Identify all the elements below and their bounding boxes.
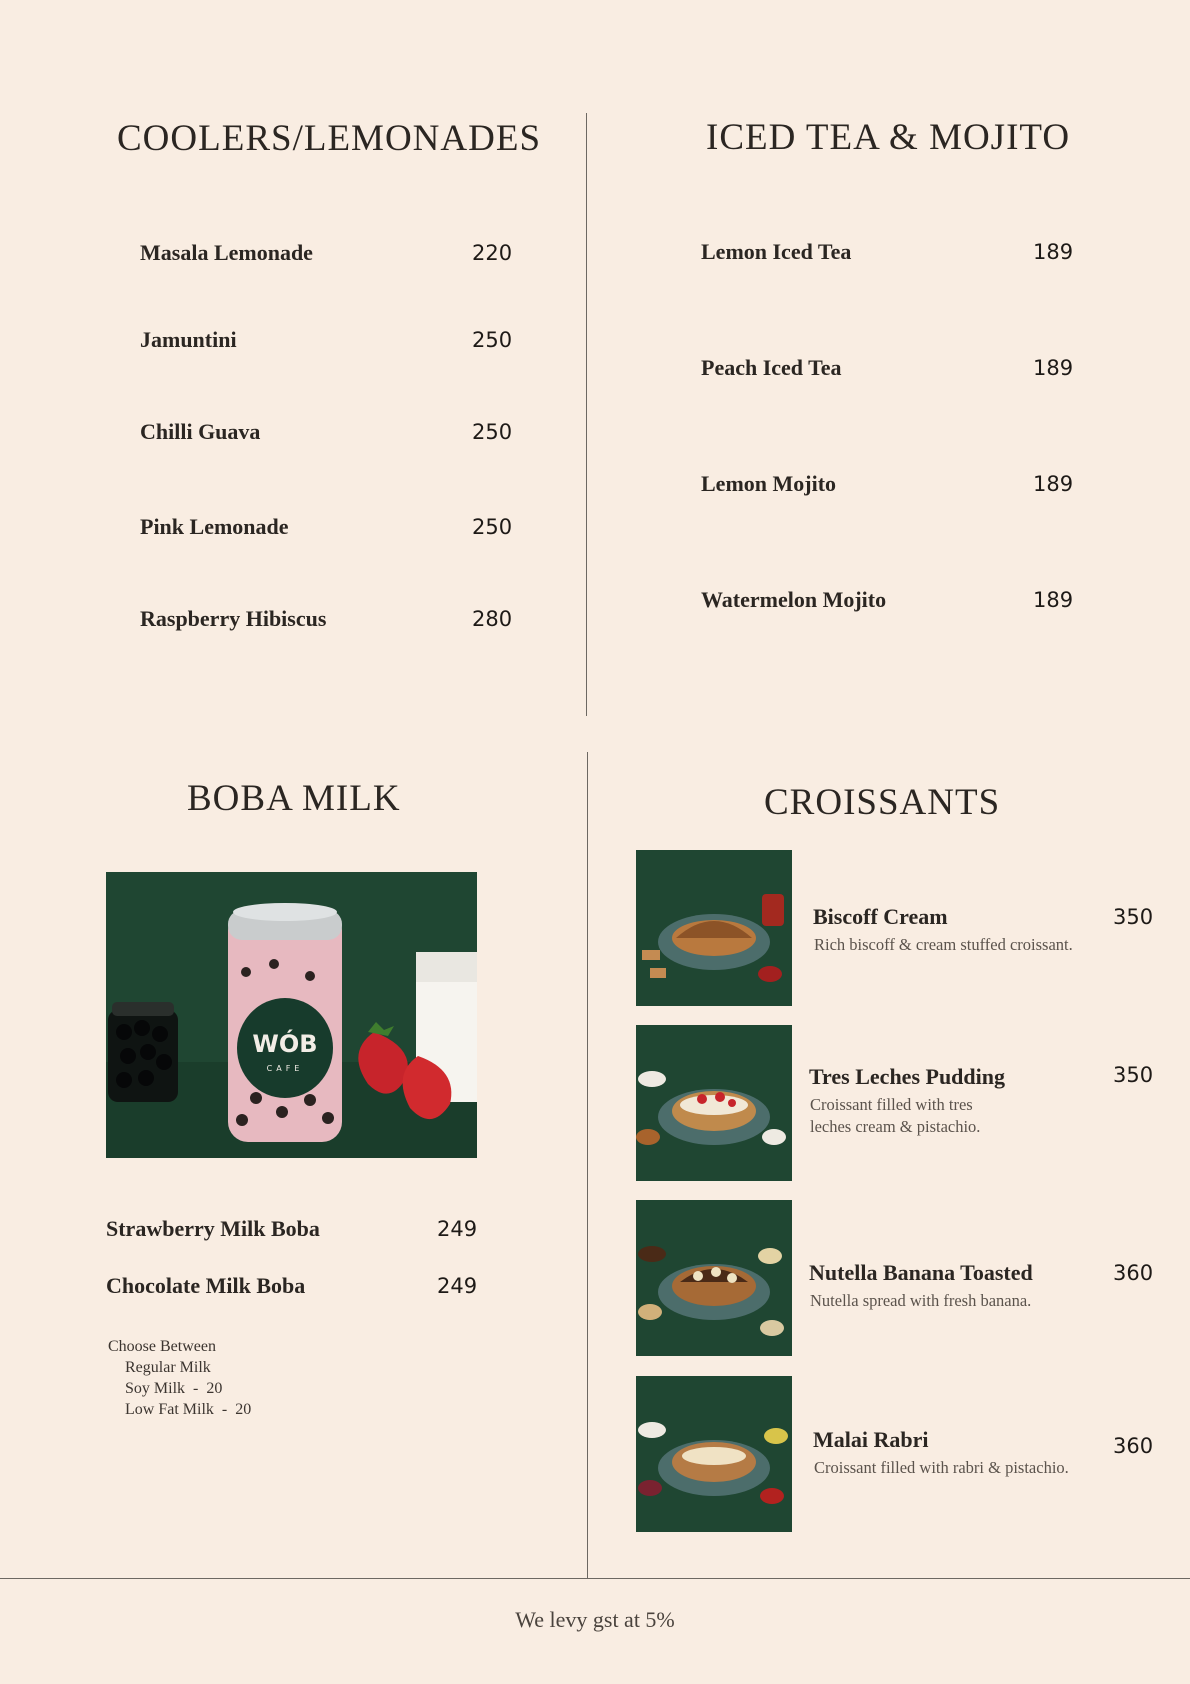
boba-section-title: BOBA MILK — [187, 778, 401, 819]
menu-item-price: 189 — [1033, 472, 1074, 496]
coolers-section-title: COOLERS/LEMONADES — [117, 118, 542, 159]
menu-item-price: 350 — [1113, 1063, 1154, 1087]
menu-item-description: Croissant filled with tres leches cream & pistachio. — [810, 1095, 981, 1136]
menu-item-price: 360 — [1113, 1261, 1154, 1285]
menu-item-name: Pink Lemonade — [140, 514, 289, 539]
boba-photo — [106, 872, 477, 1158]
menu-item-name: Tres Leches Pudding — [809, 1064, 1005, 1089]
menu-item-name: Watermelon Mojito — [701, 587, 887, 612]
bottom-vertical-divider — [587, 752, 588, 1578]
menu-item-name: Chilli Guava — [140, 419, 261, 444]
menu-item-price: 189 — [1033, 356, 1074, 380]
menu-item-price: 280 — [472, 607, 513, 631]
menu-item-name: Strawberry Milk Boba — [106, 1216, 320, 1241]
menu-item-price: 250 — [472, 420, 513, 444]
menu-item-price: 189 — [1033, 588, 1074, 612]
menu-item-name: Peach Iced Tea — [701, 355, 842, 380]
menu-item-price: 220 — [472, 241, 513, 265]
menu-item-name: Masala Lemonade — [140, 240, 313, 265]
menu-item-price: 249 — [437, 1274, 478, 1298]
menu-item-name: Lemon Mojito — [701, 471, 837, 496]
menu-item-price: 250 — [472, 515, 513, 539]
menu-item-price: 360 — [1113, 1434, 1154, 1458]
menu-item-price: 350 — [1113, 905, 1154, 929]
milk-option: Regular Milk — [125, 1359, 211, 1376]
milk-option: Low Fat Milk - 20 — [125, 1401, 252, 1418]
menu-item-name: Malai Rabri — [813, 1427, 929, 1452]
menu-item-name: Raspberry Hibiscus — [140, 606, 327, 631]
top-vertical-divider — [586, 113, 587, 716]
can-logo-subtext: CAFE — [266, 1064, 304, 1073]
milk-option: Soy Milk - 20 — [125, 1380, 223, 1397]
iced-tea-section-title: ICED TEA & MOJITO — [706, 117, 1071, 158]
croissant-photo — [636, 1025, 792, 1181]
footer-divider — [0, 1578, 1190, 1579]
menu-item-name: Lemon Iced Tea — [701, 239, 852, 264]
milk-options-note — [108, 1336, 251, 1420]
boba-can-illustration — [106, 872, 477, 1158]
menu-item-name: Jamuntini — [140, 327, 237, 352]
milk-options-heading: Choose Between — [108, 1338, 216, 1355]
menu-item-description: Croissant filled with rabri & pistachio. — [814, 1458, 1069, 1477]
menu-item-name: Biscoff Cream — [813, 904, 948, 929]
menu-item-description: Rich biscoff & cream stuffed croissant. — [814, 935, 1073, 954]
can-logo-text: WÓB — [252, 1030, 318, 1058]
gst-note: We levy gst at 5% — [515, 1607, 675, 1632]
menu-item-description: Nutella spread with fresh banana. — [810, 1291, 1032, 1310]
menu-item-name: Nutella Banana Toasted — [809, 1260, 1033, 1285]
croissants-section-title: CROISSANTS — [764, 782, 1001, 823]
croissant-photo — [636, 1376, 792, 1532]
menu-item-price: 189 — [1033, 240, 1074, 264]
menu-item-price: 249 — [437, 1217, 478, 1241]
croissant-photo — [636, 850, 792, 1006]
menu-item-name: Chocolate Milk Boba — [106, 1273, 306, 1298]
croissant-photo — [636, 1200, 792, 1356]
menu-item-price: 250 — [472, 328, 513, 352]
